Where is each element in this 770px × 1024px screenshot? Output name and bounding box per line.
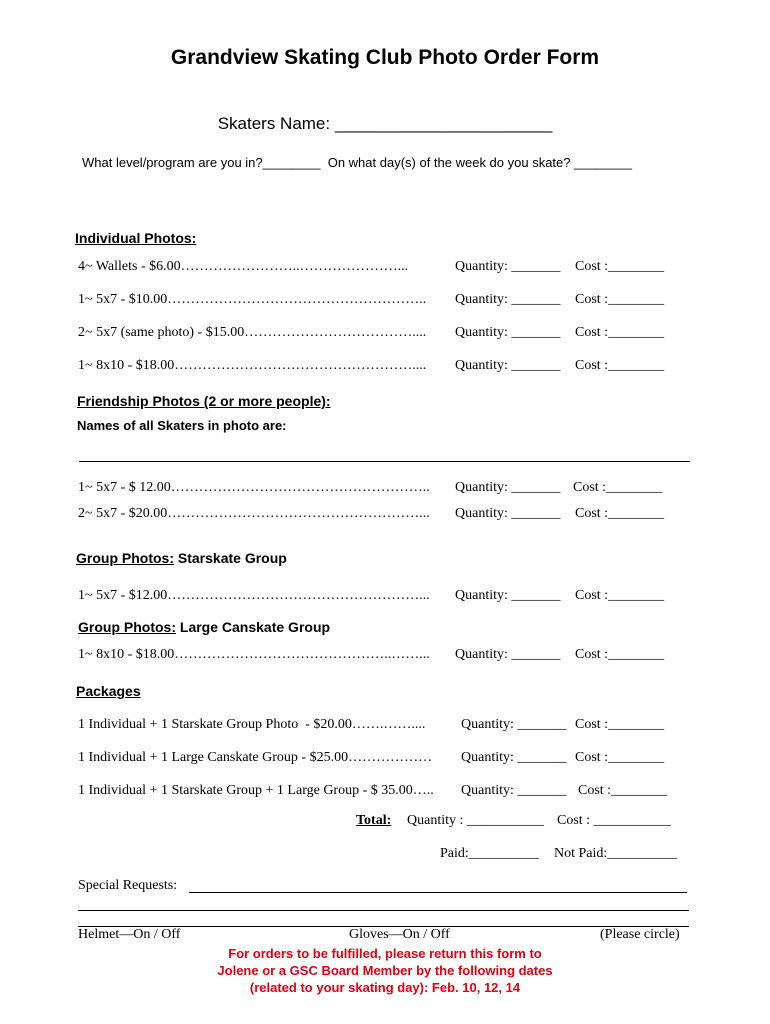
cost-field[interactable]: Cost :________	[575, 259, 665, 274]
quantity-field[interactable]: Quantity: _______	[455, 259, 561, 274]
group-photos-label: Group Photos:	[78, 619, 176, 635]
group-name: Large Canskate Group	[176, 619, 331, 635]
item-label: 1 Individual + 1 Large Canskate Group - $25.00………………	[78, 750, 433, 765]
item-label: 4~ Wallets - $6.00……………………..…………………...	[78, 259, 409, 274]
total-cost-field[interactable]: Cost : ___________	[557, 813, 671, 828]
cost-field[interactable]: Cost :________	[578, 783, 668, 798]
item-label: 1~ 5x7 - $ 12.00………………………………………………..	[78, 480, 430, 495]
quantity-field[interactable]: Quantity: _______	[455, 506, 561, 521]
quantity-field[interactable]: Quantity: _______	[455, 325, 561, 340]
cost-field[interactable]: Cost :________	[575, 588, 665, 603]
please-circle-note: (Please circle)	[600, 927, 680, 942]
item-label: 1~ 5x7 - $12.00………………………………………………...	[78, 588, 430, 603]
item-label: 1~ 8x10 - $18.00………………………………………..……...	[78, 647, 430, 662]
quantity-field[interactable]: Quantity: _______	[455, 480, 561, 495]
item-label: 1 Individual + 1 Starskate Group Photo - $20.00…….……....	[78, 717, 426, 732]
names-input-line[interactable]	[79, 461, 690, 462]
canskate-group-heading	[78, 619, 330, 635]
cost-field[interactable]: Cost :________	[575, 750, 665, 765]
starskate-group-heading	[76, 550, 287, 566]
gloves-option[interactable]: Gloves—On / Off	[349, 927, 450, 942]
total-label: Total:	[356, 813, 392, 828]
special-requests-line-1[interactable]	[189, 892, 687, 893]
quantity-field[interactable]: Quantity: _______	[455, 588, 561, 603]
item-label: 1 Individual + 1 Starskate Group + 1 Large Group - $ 35.00…..	[78, 783, 434, 798]
packages-heading: Packages	[76, 683, 141, 699]
quantity-field[interactable]: Quantity: _______	[455, 358, 561, 373]
cost-field[interactable]: Cost :________	[575, 358, 665, 373]
cost-field[interactable]: Cost :________	[575, 325, 665, 340]
cost-field[interactable]: Cost :________	[575, 292, 665, 307]
group-photos-label: Group Photos:	[76, 550, 174, 566]
item-label: 2~ 5x7 (same photo) - $15.00………………………………....	[78, 325, 427, 340]
item-label: 1~ 8x10 - $18.00……………………………………………....	[78, 358, 427, 373]
cost-field[interactable]: Cost :________	[573, 480, 663, 495]
paid-field[interactable]: Paid:__________	[440, 846, 539, 861]
names-label: Names of all Skaters in photo are:	[77, 418, 287, 433]
notice-line-1: For orders to be fulfilled, please return this form to	[228, 946, 542, 961]
notice-line-2: Jolene or a GSC Board Member by the following dates	[217, 963, 553, 978]
quantity-field[interactable]: Quantity: _______	[455, 292, 561, 307]
cost-field[interactable]: Cost :________	[575, 717, 665, 732]
skater-name-field[interactable]: Skaters Name: _______________________	[217, 114, 553, 133]
individual-heading: Individual Photos:	[75, 230, 197, 246]
quantity-field[interactable]: Quantity: _______	[461, 783, 567, 798]
item-label: 1~ 5x7 - $10.00………………………………………………..	[78, 292, 427, 307]
friendship-heading: Friendship Photos (2 or more people):	[77, 393, 331, 409]
cost-field[interactable]: Cost :________	[575, 506, 665, 521]
level-and-day-fields[interactable]: What level/program are you in?________ On what day(s) of the week do you skate? ________	[82, 155, 632, 170]
cost-field[interactable]: Cost :________	[575, 647, 665, 662]
notice-line-3: (related to your skating day): Feb. 10, 12, 14	[249, 980, 521, 995]
special-requests-line-2[interactable]	[78, 910, 689, 911]
return-notice	[0, 945, 770, 996]
item-label: 2~ 5x7 - $20.00………………………………………………...	[78, 506, 430, 521]
special-requests-label: Special Requests:	[78, 878, 178, 893]
form-title: Grandview Skating Club Photo Order Form	[170, 46, 600, 69]
total-quantity-field[interactable]: Quantity : ___________	[407, 813, 544, 828]
quantity-field[interactable]: Quantity: _______	[461, 750, 567, 765]
group-name: Starskate Group	[174, 550, 287, 566]
not-paid-field[interactable]: Not Paid:__________	[554, 846, 678, 861]
quantity-field[interactable]: Quantity: _______	[461, 717, 567, 732]
helmet-option[interactable]: Helmet—On / Off	[78, 927, 181, 942]
quantity-field[interactable]: Quantity: _______	[455, 647, 561, 662]
